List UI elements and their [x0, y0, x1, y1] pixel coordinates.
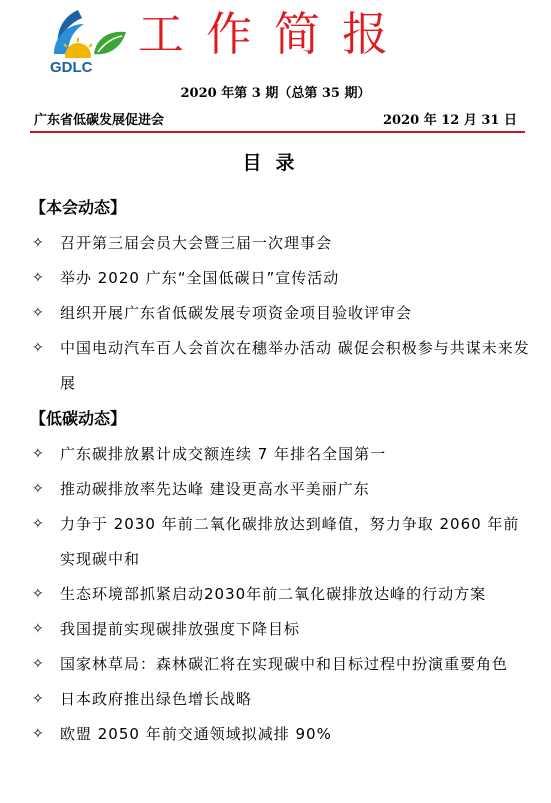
section-heading-association: 【本会动态】 — [30, 198, 127, 217]
toc-item-text: 国家林草局：森林碳汇将在实现碳中和目标过程中扮演重要角色 — [60, 655, 509, 673]
publisher: 广东省低碳发展促进会 — [34, 113, 165, 128]
publish-date: 2020 年 12 月 31 日 — [383, 113, 517, 128]
toc-item-text: 中国电动汽车百人会首次在穗举办活动 碳促会积极参与共谋未来发展 — [60, 339, 530, 392]
diamond-bullet-icon: ✧ — [32, 446, 45, 462]
toc-item[interactable] — [30, 331, 530, 401]
toc-item-text: 生态环境部抓紧启动2030年前二氧化碳排放达峰的行动方案 — [60, 585, 487, 603]
toc-item-text: 我国提前实现碳排放强度下降目标 — [60, 620, 301, 638]
toc-item-text: 召开第三届会员大会暨三届一次理事会 — [60, 234, 333, 252]
toc-item-text: 举办 2020 广东“全国低碳日”宣传活动 — [60, 269, 340, 287]
gdlc-logo — [38, 6, 134, 82]
toc-item-text: 广东碳排放累计成交额连续 7 年排名全国第一 — [60, 445, 387, 463]
toc-item[interactable] — [30, 472, 530, 507]
toc-item[interactable] — [30, 577, 530, 612]
toc-item[interactable] — [30, 682, 530, 717]
toc-item-text: 力争于 2030 年前二氧化碳排放达到峰值，努力争取 2060 年前实现碳中和 — [60, 515, 520, 568]
toc-item[interactable] — [30, 437, 530, 472]
toc-item-text: 推动碳排放率先达峰 建设更高水平美丽广东 — [60, 480, 370, 498]
toc-item[interactable] — [30, 612, 530, 647]
diamond-bullet-icon: ✧ — [32, 481, 45, 497]
diamond-bullet-icon: ✧ — [32, 621, 45, 637]
toc-item[interactable] — [30, 261, 530, 296]
toc-title: 目录 — [242, 152, 309, 174]
toc-item-text: 日本政府推出绿色增长战略 — [60, 690, 253, 708]
toc-list — [30, 190, 530, 752]
diamond-bullet-icon: ✧ — [32, 656, 45, 672]
diamond-bullet-icon: ✧ — [32, 305, 45, 321]
diamond-bullet-icon: ✧ — [32, 235, 45, 251]
toc-item-text: 组织开展广东省低碳发展专项资金项目验收评审会 — [60, 304, 413, 322]
toc-item[interactable] — [30, 717, 530, 752]
section-heading-lowcarbon: 【低碳动态】 — [30, 409, 127, 428]
diamond-bullet-icon: ✧ — [32, 340, 45, 356]
header-divider — [30, 131, 525, 133]
toc-item[interactable] — [30, 226, 530, 261]
newsletter-title: 工作简报 — [138, 7, 410, 61]
logo-text: GDLC — [50, 59, 93, 76]
diamond-bullet-icon: ✧ — [32, 516, 45, 532]
diamond-bullet-icon: ✧ — [32, 691, 45, 707]
diamond-bullet-icon: ✧ — [32, 270, 45, 286]
diamond-bullet-icon: ✧ — [32, 586, 45, 602]
toc-item[interactable] — [30, 296, 530, 331]
toc-item-text: 欧盟 2050 年前交通领域拟减排 90% — [60, 725, 332, 743]
toc-item[interactable] — [30, 647, 530, 682]
issue-number: 2020 年第 3 期（总第 35 期） — [180, 86, 371, 101]
diamond-bullet-icon: ✧ — [32, 726, 45, 742]
toc-item[interactable] — [30, 507, 530, 577]
